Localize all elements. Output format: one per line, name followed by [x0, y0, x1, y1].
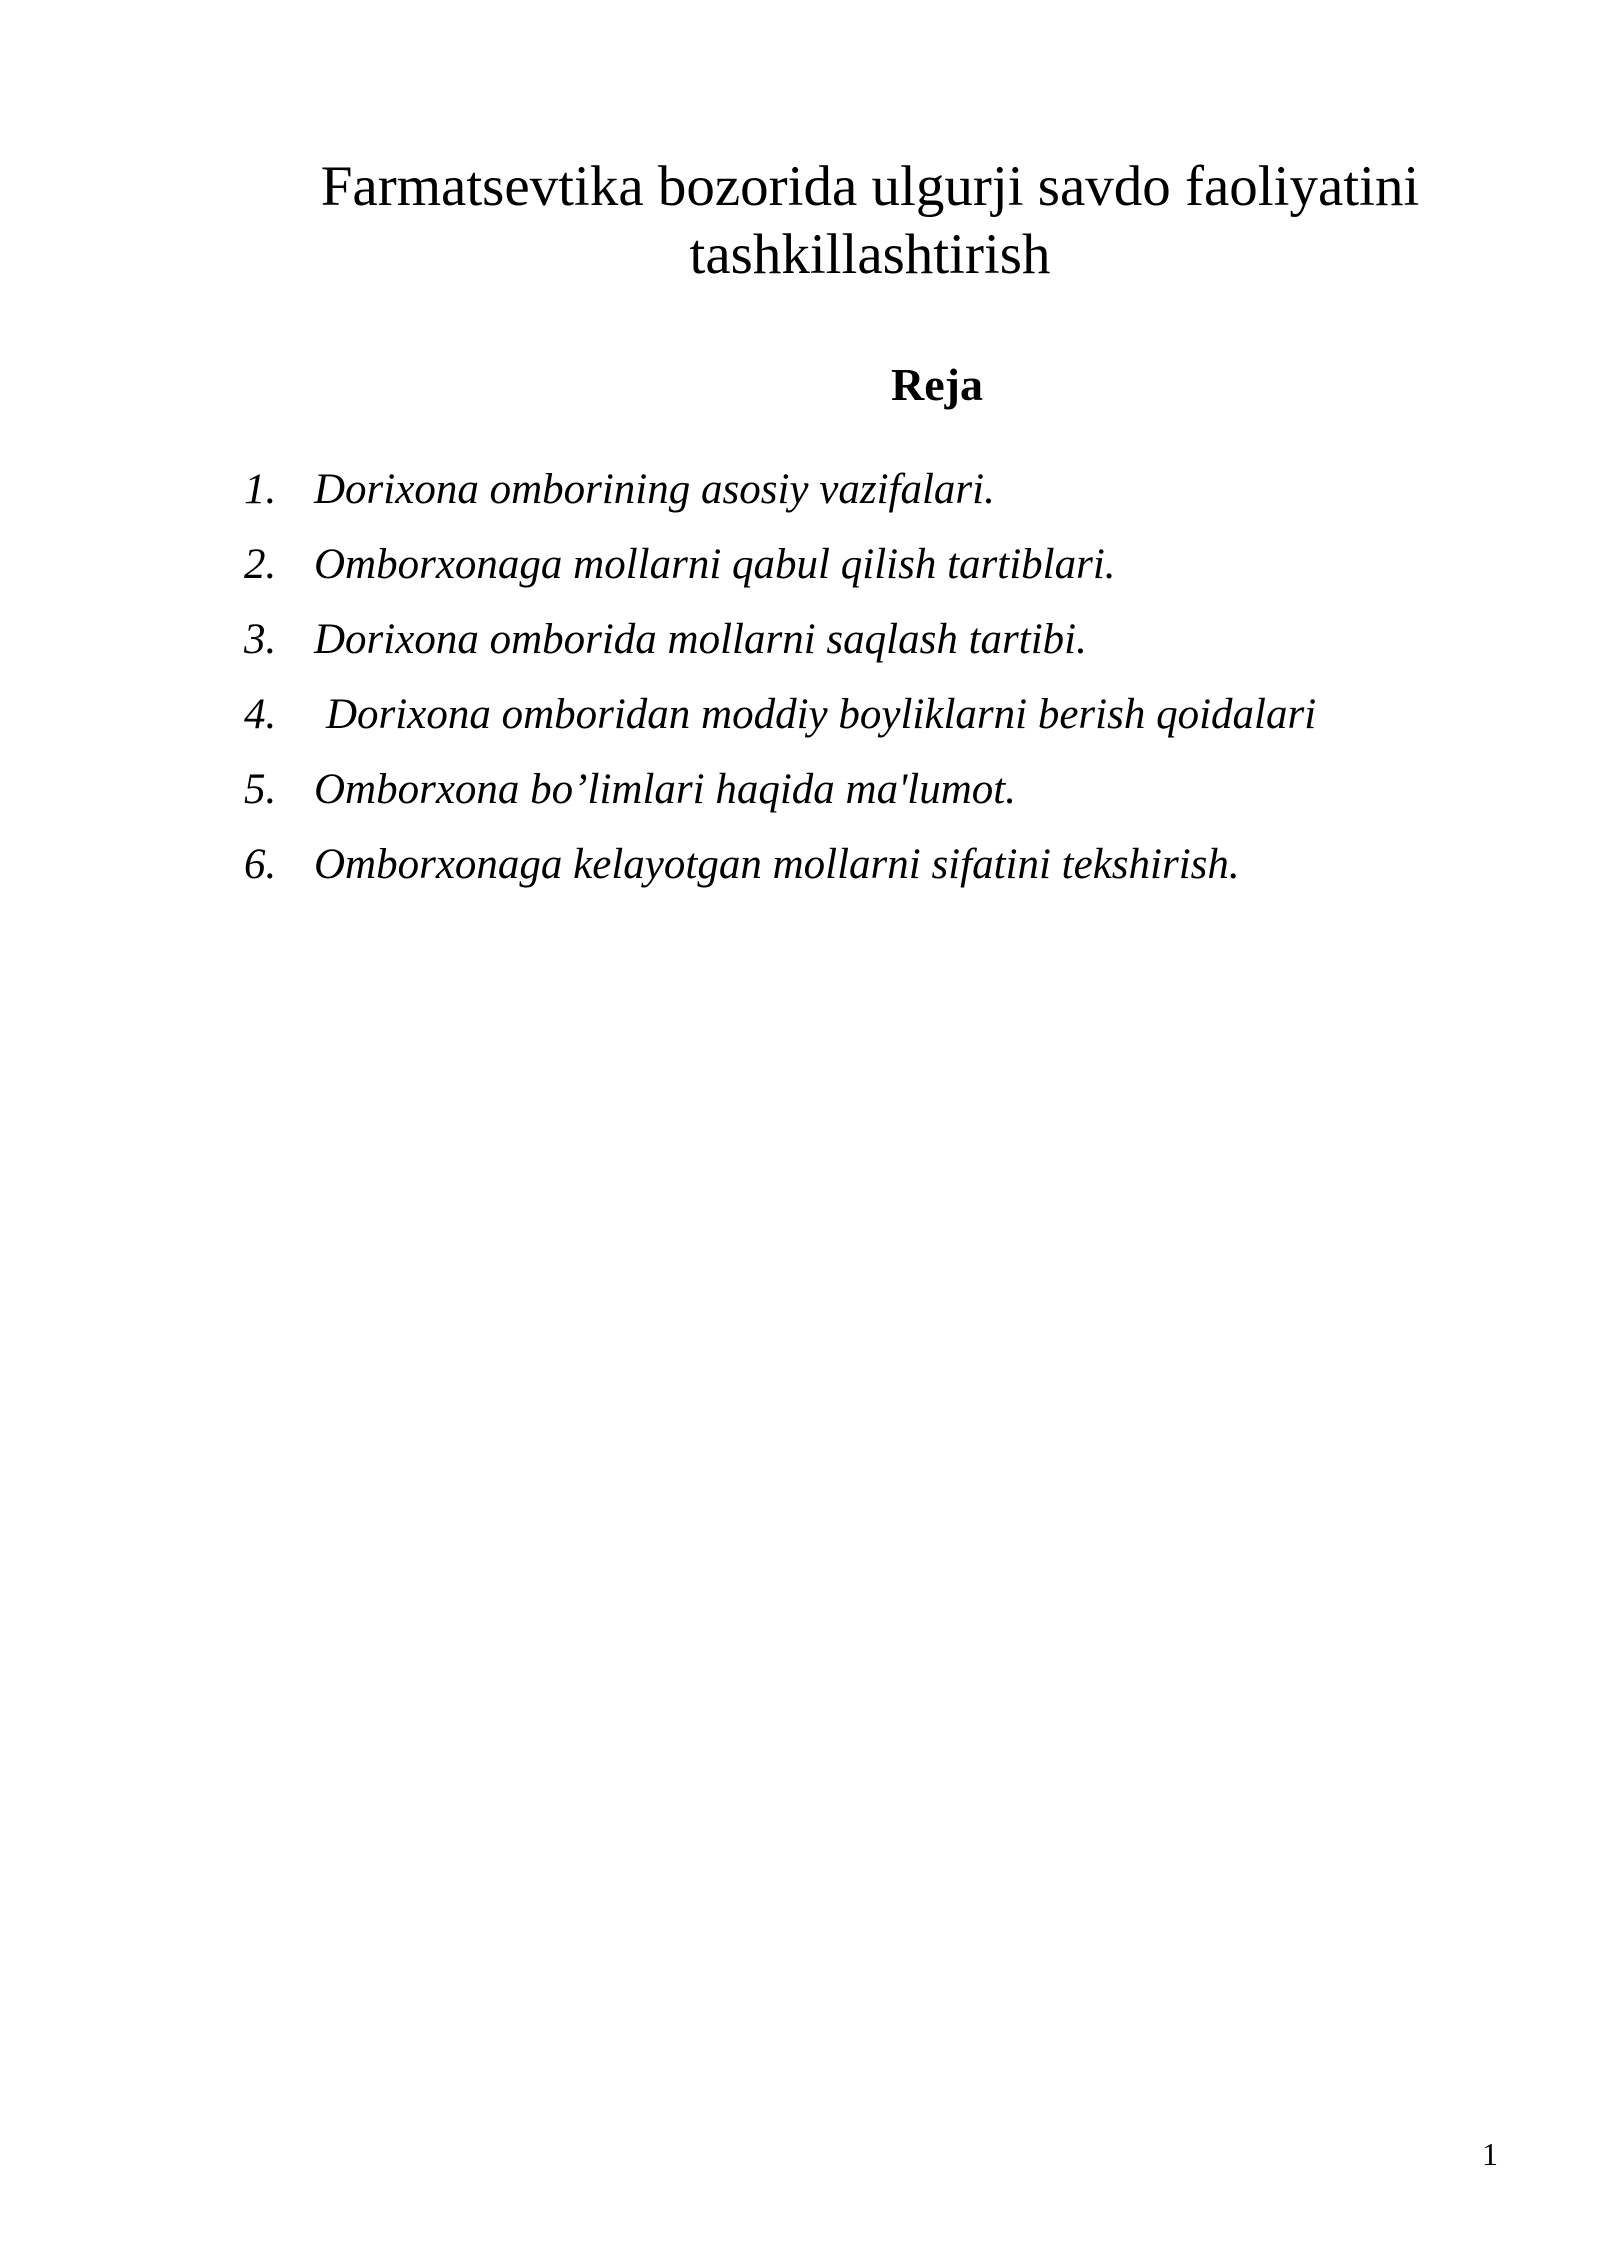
plan-list	[244, 462, 1444, 912]
page-number: 1	[1482, 2136, 1498, 2172]
plan-item-number: 3.	[244, 616, 277, 663]
plan-item	[244, 462, 1444, 537]
plan-item	[244, 612, 1444, 687]
document-title	[240, 153, 1500, 289]
plan-item-number: 2.	[244, 541, 277, 588]
plan-item-number: 1.	[244, 466, 277, 513]
plan-item-text: Dorixona omboridan moddiy boyliklarni berish qoidalari	[326, 691, 1317, 738]
plan-item-text: Omborxonaga mollarni qabul qilish tartiblari.	[314, 541, 1116, 588]
plan-item	[244, 537, 1444, 612]
plan-item-text: Dorixona omborida mollarni saqlash tartibi.	[314, 616, 1087, 663]
plan-item-text: Omborxona bo’limlari haqida ma'lumot.	[314, 766, 1016, 813]
plan-heading: Reja	[891, 359, 983, 410]
document-title-line-1: Farmatsevtika bozorida ulgurji savdo faoliyatini	[320, 155, 1420, 218]
plan-item-text: Dorixona omborining asosiy vazifalari.	[314, 466, 995, 513]
plan-item-text: Omborxonaga kelayotgan mollarni sifatini tekshirish.	[314, 841, 1240, 888]
plan-item-number: 6.	[244, 841, 277, 888]
plan-item	[244, 687, 1444, 762]
plan-item-number: 5.	[244, 766, 277, 813]
plan-item-number: 4.	[244, 691, 277, 738]
plan-item	[244, 837, 1444, 912]
plan-item	[244, 762, 1444, 837]
document-title-line-2: tashkillashtirish	[689, 223, 1051, 286]
